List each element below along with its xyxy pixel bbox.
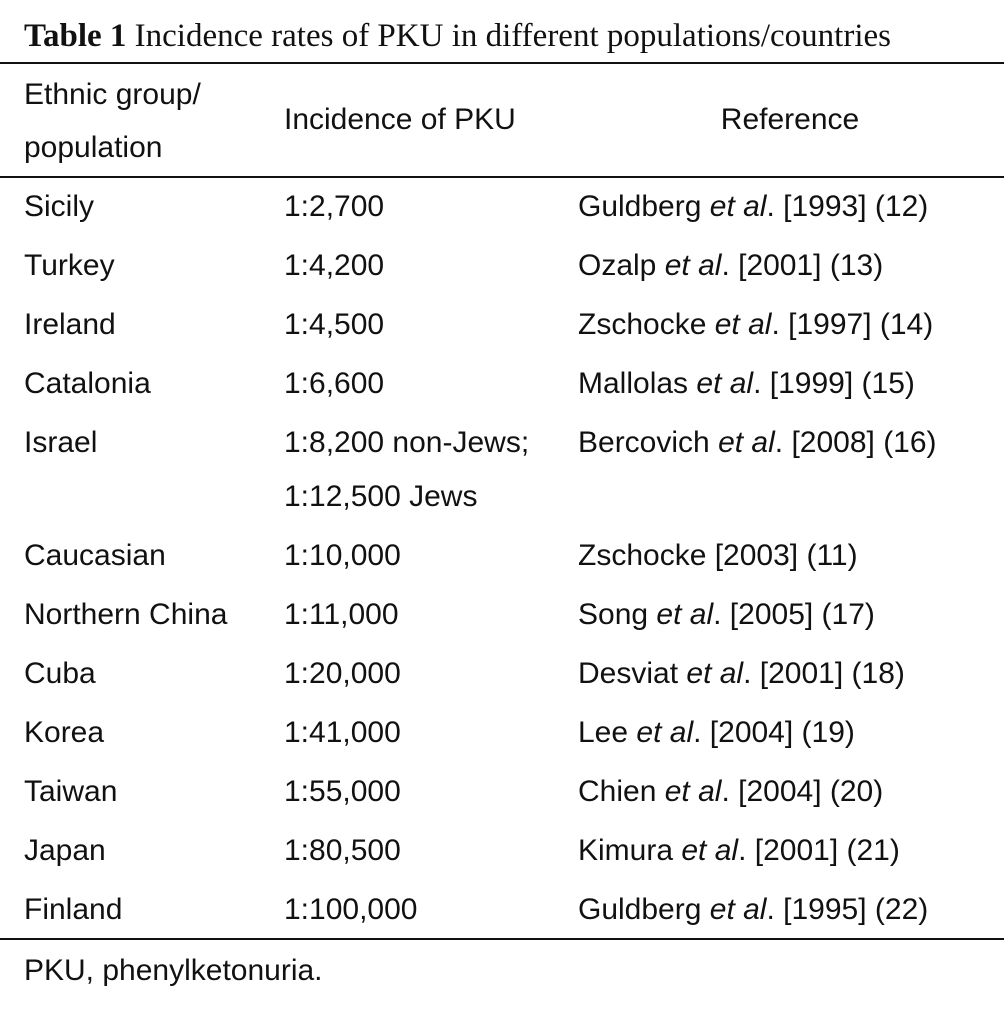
reference-etal: et al [696,367,754,400]
cell-incidence: 1:80,500 [284,834,401,867]
reference-etal: et al [656,598,714,631]
reference-author: Ozalp [578,249,657,282]
cell-reference [578,416,937,470]
cell-incidence: 1:10,000 [284,539,401,572]
cell-reference [578,706,855,760]
cell-population: Japan [24,834,106,867]
header-rule [0,176,1004,178]
reference-year: . [1995] (22) [766,893,929,926]
header-incidence: Incidence of PKU [284,103,516,136]
cell-incidence: 1:8,200 non-Jews; [284,426,530,459]
cell-reference [578,647,905,701]
reference-year: . [2001] (13) [721,249,884,282]
cell-reference [578,824,900,878]
cell-incidence-line2: 1:12,500 Jews [284,480,478,513]
reference-etal: et al [714,308,772,341]
cell-population: Catalonia [24,367,151,400]
top-rule [0,62,1004,64]
reference-year: . [1997] (14) [771,308,934,341]
cell-incidence: 1:20,000 [284,657,401,690]
reference-etal: et al [664,249,722,282]
reference-year: . [2008] (16) [774,426,937,459]
reference-author: Kimura [578,834,674,867]
header-population-line2: population [24,131,163,164]
cell-incidence: 1:11,000 [284,598,399,631]
cell-population: Sicily [24,190,95,223]
reference-year: . [1999] (15) [753,367,915,400]
cell-incidence: 1:41,000 [284,716,401,749]
reference-year: . [2001] (18) [743,657,905,690]
cell-incidence: 1:6,600 [284,367,385,400]
reference-author: Mallolas [578,367,689,400]
header-reference: Reference [720,103,860,136]
table-caption [24,14,994,58]
reference-author: Bercovich [578,426,710,459]
reference-author: Guldberg [578,190,702,223]
reference-etal: et al [686,657,744,690]
cell-reference [578,239,883,293]
reference-etal: et al [709,190,767,223]
header-population-line1: Ethnic group/ [24,78,201,111]
reference-year: . [2004] (19) [693,716,855,749]
bottom-rule [0,938,1004,940]
cell-population: Cuba [24,657,96,690]
cell-reference: Zschocke [2003] (11) [578,539,858,572]
caption-label: Table 1 [24,18,127,54]
cell-incidence: 1:4,500 [284,308,385,341]
cell-population: Taiwan [24,775,118,808]
cell-incidence: 1:2,700 [284,190,385,223]
cell-population: Finland [24,893,123,926]
cell-reference [578,357,915,411]
reference-author: Song [578,598,649,631]
reference-year: . [1993] (12) [766,190,929,223]
reference-year: . [2004] (20) [721,775,884,808]
reference-etal: et al [681,834,739,867]
cell-population: Israel [24,426,98,459]
cell-reference [578,298,933,352]
cell-incidence: 1:55,000 [284,775,401,808]
cell-population: Northern China [24,598,228,631]
cell-incidence: 1:4,200 [284,249,385,282]
cell-reference [578,765,883,819]
cell-population: Ireland [24,308,116,341]
table-footnote: PKU, phenylketonuria. [24,954,323,987]
cell-population: Korea [24,716,105,749]
reference-author: Chien [578,775,657,808]
reference-year: . [2005] (17) [713,598,875,631]
cell-reference [578,588,875,642]
reference-author: Guldberg [578,893,702,926]
reference-year: . [2001] (21) [738,834,900,867]
reference-etal: et al [709,893,767,926]
reference-etal: et al [636,716,694,749]
cell-reference [578,180,928,234]
cell-population: Turkey [24,249,115,282]
reference-author: Zschocke [578,308,707,341]
reference-author: Lee [578,716,629,749]
reference-author: Desviat [578,657,679,690]
cell-reference [578,883,928,937]
reference-etal: et al [718,426,775,459]
caption-title: Incidence rates of PKU in different populations/countries [134,18,891,54]
reference-etal: et al [664,775,722,808]
cell-incidence: 1:100,000 [284,893,418,926]
cell-population: Caucasian [24,539,166,572]
